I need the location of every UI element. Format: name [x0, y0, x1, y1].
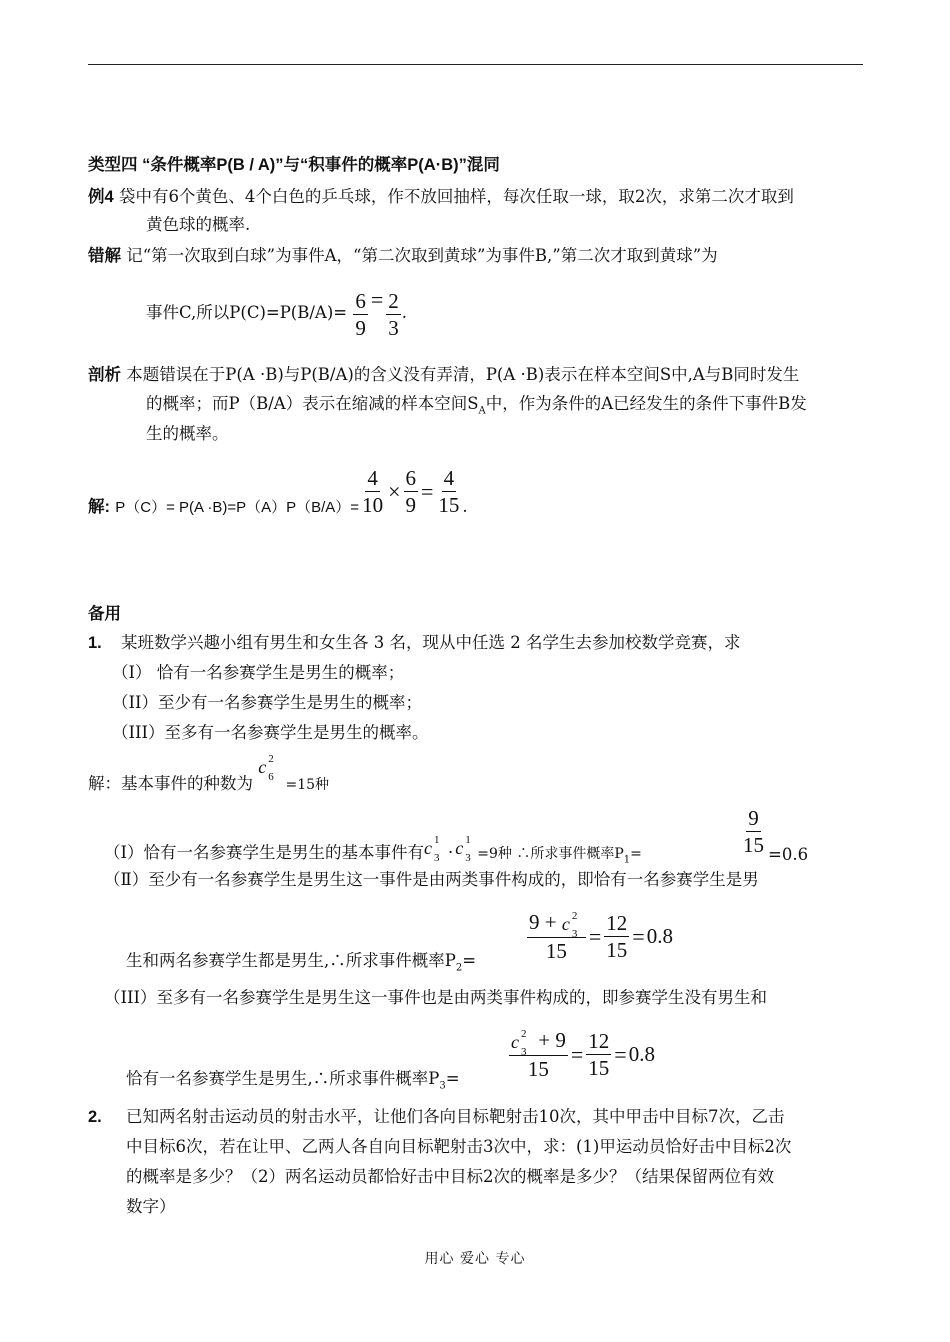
- fraction: [404, 466, 419, 517]
- fraction-denominator: 15: [438, 493, 460, 517]
- fraction-denominator: 15: [527, 1057, 549, 1082]
- comb-base: c: [258, 756, 267, 777]
- dot: ·: [448, 843, 454, 862]
- question-text-line3: 的概率是多少？（2）两名运动员都恰好击中目标2次的概率是多少？（结果保留两位有效: [126, 1167, 774, 1186]
- solution-label: 解:: [88, 498, 110, 516]
- analysis-label: 剖析: [88, 366, 121, 384]
- question-text-line4: 数字）: [126, 1197, 176, 1216]
- solution-text: 恰有一名参赛学生是男生,∴所求事件概率P: [126, 1069, 440, 1088]
- result-value: =0.6: [768, 845, 809, 864]
- equals-sign: =: [570, 1041, 584, 1067]
- comb-base: c: [455, 837, 464, 858]
- fraction-denominator: 15: [606, 938, 628, 963]
- fraction: [586, 1029, 611, 1080]
- comb-base: c: [511, 1032, 519, 1053]
- solution-text: 解：基本事件的种数为: [88, 774, 253, 793]
- question-part-3: （III）至多有一名参赛学生是男生的概率。: [112, 723, 429, 742]
- fraction-numerator: 12: [606, 911, 628, 936]
- subscript: A: [478, 405, 486, 417]
- period: .: [462, 497, 468, 516]
- combination-c31: [455, 833, 477, 864]
- question-text-line2: 中目标6次，若在让甲、乙两人各自向目标靶射击3次中，求：(1)甲运动员恰好击中目标2次: [126, 1137, 792, 1156]
- combination-c32: [511, 1028, 533, 1059]
- equals-sign: =: [614, 1041, 627, 1067]
- question-part-1: （I） 恰有一名参赛学生是男生的概率；: [112, 663, 405, 682]
- solution-text: =15种: [285, 777, 330, 793]
- equals-sign: =: [370, 286, 384, 312]
- fraction: [436, 466, 461, 517]
- solution-text: =9种 ∴所求事件概率P: [477, 846, 624, 862]
- combination-symbol: [511, 1028, 527, 1059]
- fraction: [741, 806, 766, 857]
- fraction: [353, 289, 368, 340]
- comb-sub: 6: [268, 770, 274, 783]
- wrong-text-line1: 记“第一次取到白球”为事件A，“第二次取到黄球”为事件B,”第二次才取到黄球”为: [126, 246, 718, 265]
- example-4: [88, 186, 794, 208]
- fraction-denominator: 9: [405, 493, 416, 517]
- result-value: 0.8: [628, 1042, 655, 1067]
- solution: [88, 466, 468, 519]
- section-title: 类型四 “条件概率P(B / A)”与“积事件的概率P(A·B)”混同: [88, 156, 500, 174]
- fraction-denominator: 3: [388, 316, 399, 340]
- header-rule: [88, 64, 863, 65]
- fraction: [360, 466, 385, 517]
- fraction-numerator: 6: [405, 466, 416, 490]
- comb-sub: 3: [434, 851, 440, 864]
- example-text-line2: 黄色球的概率.: [146, 215, 251, 234]
- equals-sign: =: [462, 951, 477, 970]
- question-part-2: （II）至少有一名参赛学生是男生的概率；: [112, 693, 423, 712]
- equals-sign: =: [630, 846, 642, 862]
- sol-part-2-line2: [126, 950, 476, 979]
- question-1: [88, 632, 741, 654]
- equals-sign: =: [588, 923, 602, 949]
- wrong-formula: [146, 288, 407, 340]
- wrong-solution: [88, 245, 718, 267]
- comb-sup: 2: [571, 910, 578, 923]
- subscript: 2: [455, 962, 463, 974]
- sol-basic-count: [88, 752, 330, 796]
- numerator-term: + 9: [533, 1028, 566, 1052]
- example-label: 例4: [88, 188, 114, 206]
- fraction-numerator: 4: [443, 466, 455, 490]
- example-text-line1: 袋中有6个黄色、4个白色的乒乓球，作不放回抽样，每次任取一球，取2次，求第二次才取到: [118, 187, 794, 206]
- analysis-text: 中，作为条件的A已经发生的条件下事件B发: [485, 394, 807, 413]
- solution-text: 生和两名参赛学生都是男生,∴所求事件概率P: [126, 951, 456, 970]
- fraction-denominator: 15: [743, 833, 764, 857]
- wrong-label: 错解: [88, 247, 121, 265]
- solution-text: P（C）= P(A ·B)=P（A）P（B/A）=: [115, 499, 360, 516]
- comb-sup: 1: [434, 833, 440, 846]
- comb-sub: 3: [465, 851, 471, 864]
- sol-part-3-line1: （III）至多有一名参赛学生是男生这一事件也是由两类事件构成的，即参赛学生没有男生和: [104, 988, 768, 1007]
- comb-sup: 2: [521, 1028, 527, 1041]
- equals-sign: =: [421, 478, 434, 504]
- sol-part-3-line2: [126, 1068, 460, 1097]
- question-2: [88, 1106, 785, 1128]
- sol-part-2-line1: （Ⅱ）至少有一名参赛学生是男生这一事件是由两类事件构成的，即恰有一名参赛学生是男: [104, 870, 759, 889]
- formula-p3: [508, 1028, 655, 1081]
- comb-sub: 3: [571, 928, 578, 941]
- fraction-denominator: 9: [355, 316, 366, 340]
- fraction-numerator: 6: [355, 289, 366, 313]
- period: .: [401, 303, 408, 322]
- fraction-denominator: 15: [545, 939, 567, 964]
- equals-sign: =: [632, 923, 645, 949]
- fraction: [509, 1028, 568, 1081]
- combination-c32: [561, 910, 584, 941]
- question-text-line1: 已知两名射击运动员的射击水平，让他们各向目标靶射击10次，其中甲击中目标7次，乙击: [126, 1107, 785, 1126]
- spare-heading: 备用: [88, 605, 121, 623]
- wrong-text-line2: 事件C,所以P(C)=P(B/A)=: [146, 303, 348, 322]
- fraction: [527, 910, 586, 963]
- analysis-text-line1: 本题错误在于P(A ·B)与P(B/A)的含义没有弄清，P(A ·B)表示在样本空间S中,A与B同时发生: [126, 365, 800, 384]
- subscript: 1: [623, 854, 631, 866]
- combination-symbol: [561, 910, 578, 941]
- sol-part-1: [104, 833, 642, 871]
- page-footer: 用心 爱心 专心: [424, 1251, 526, 1267]
- question-number: 2.: [88, 1108, 102, 1126]
- times-sign: ×: [388, 478, 401, 504]
- result-value: 0.8: [646, 924, 673, 949]
- solution-text: （Ⅰ）恰有一名参赛学生是男生的基本事件有: [104, 843, 425, 862]
- analysis-text: 的概率；而P（B/A）表示在缩减的样本空间S: [146, 394, 479, 413]
- fraction-denominator: 15: [588, 1056, 610, 1081]
- comb-sup: 2: [268, 752, 274, 765]
- comb-base: c: [424, 837, 433, 858]
- comb-sup: 1: [465, 833, 471, 846]
- fraction-numerator: 4: [367, 466, 378, 490]
- fraction: [386, 289, 401, 340]
- fraction-numerator: 12: [588, 1029, 610, 1054]
- question-stem: 某班数学兴趣小组有男生和女生各 3 名，现从中任选 2 名学生去参加校数学竞赛，求: [121, 633, 741, 652]
- comb-base: c: [561, 914, 570, 935]
- equals-sign: =: [445, 1069, 460, 1088]
- analysis: [88, 364, 799, 386]
- fraction-numerator: 9: [748, 806, 759, 830]
- numerator-term: 9 +: [529, 910, 562, 934]
- combination-c31: [424, 833, 446, 864]
- fraction-numerator: [527, 910, 586, 941]
- subscript: 3: [439, 1080, 446, 1092]
- combination-symbol: [258, 752, 274, 783]
- combination-symbol: [424, 833, 440, 864]
- comb-sub: 3: [521, 1046, 527, 1059]
- analysis-text-line3: 生的概率。: [146, 424, 229, 443]
- combination-symbol: [455, 833, 471, 864]
- question-number: 1.: [88, 634, 102, 652]
- fraction: [604, 911, 629, 962]
- fraction-denominator: 10: [362, 493, 384, 517]
- combination-c62: [258, 752, 280, 783]
- analysis-text-line2: [146, 393, 807, 422]
- fraction-numerator: [509, 1028, 568, 1059]
- fraction-numerator: 2: [388, 289, 399, 313]
- formula-p2: [526, 910, 673, 963]
